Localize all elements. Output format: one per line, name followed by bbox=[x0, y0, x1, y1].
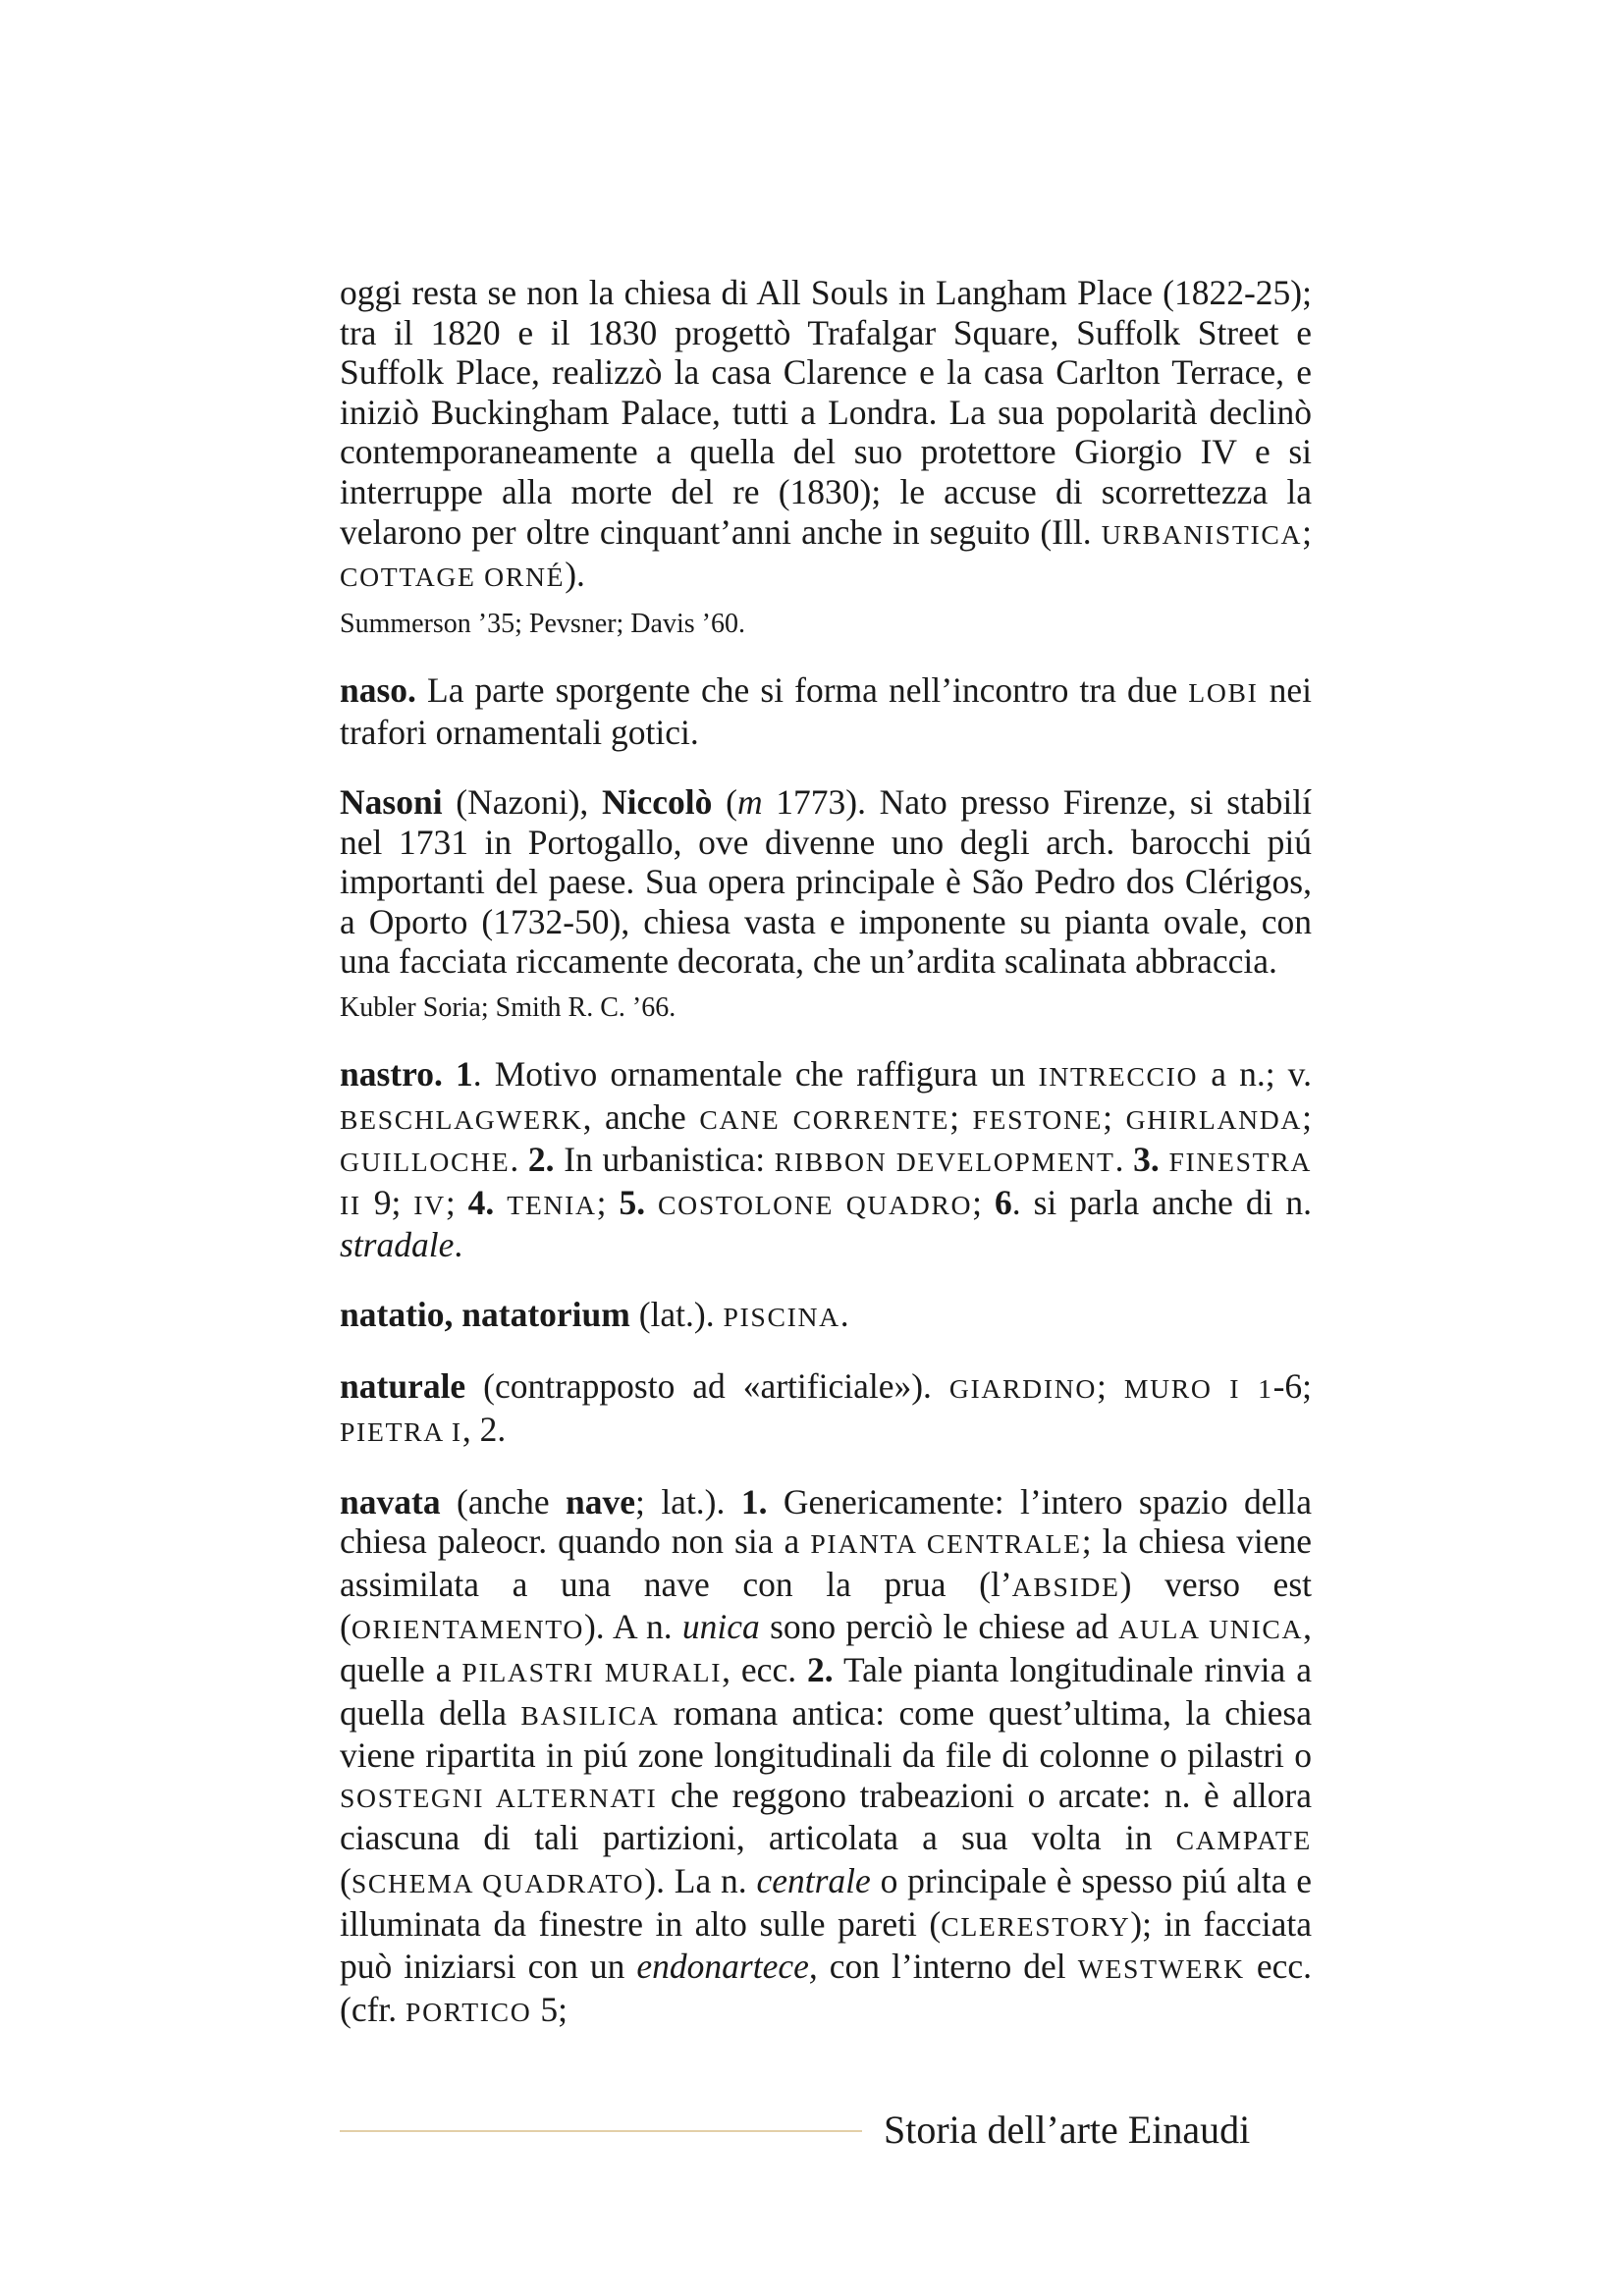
cross-reference: PISCINA bbox=[723, 1301, 840, 1332]
entry-headword: natatio, natatorium bbox=[340, 1294, 630, 1334]
entry-nastro: nastro. 1. Motivo ornamentale che raffigura un INTRECCIO a n.; v. BESCHLAGWERK, anche CANE CORRENTE; FESTONE; GHIRLANDA; GUILLOCHE. 2. In urbanistica: RIBBON DEVELOPMENT. 3. FINESTRA II 9; IV; 4. TENIA; 5. COSTOLONE QUADRO; 6. si parla anche di n. stradale. bbox=[340, 1053, 1313, 1265]
cross-reference: BASILICA bbox=[520, 1699, 660, 1731]
bibliography: Summerson ’35; Pevsner; Davis ’60. bbox=[340, 608, 745, 639]
entry-headword: naturale bbox=[340, 1366, 466, 1407]
entry-headword: Nasoni bbox=[340, 781, 443, 822]
cross-reference: PILASTRI MURALI bbox=[461, 1657, 723, 1688]
cross-reference: PIANTA CENTRALE bbox=[810, 1528, 1082, 1560]
text-column bbox=[340, 273, 1312, 2032]
cross-reference: GIARDINO bbox=[948, 1373, 1098, 1405]
cross-reference: AULA UNICA bbox=[1118, 1614, 1304, 1645]
footer-title: Storia dell’arte Einaudi bbox=[884, 2108, 1251, 2152]
entry-naturale: naturale (contrapposto ad «artificiale»). GIARDINO; MURO I 1-6; PIETRA I, 2. bbox=[340, 1366, 1313, 1450]
cross-reference: GUILLOCHE bbox=[340, 1147, 511, 1178]
cross-reference: BESCHLAGWERK bbox=[340, 1103, 583, 1135]
cross-reference: GHIRLANDA bbox=[1125, 1103, 1303, 1135]
cross-reference: TENIA bbox=[507, 1189, 597, 1220]
cross-reference: RIBBON DEVELOPMENT bbox=[774, 1147, 1115, 1178]
entry-headword: naso. bbox=[340, 669, 416, 710]
entry-nasoni: Nasoni (Nazoni), Niccolò (m 1773). Nato presso Firenze, si stabilí nel 1731 in Portogallo, ove divenne uno degli arch. barocchi piú importanti del paese. Sua opera principale è São Pedro dos Clérigos, a Oporto (1732-50), chiesa vasta e imponente su pianta ovale, con una facciata riccamente decorata, che un’ardita scalinata abbraccia. bbox=[340, 781, 1312, 982]
cross-reference: 1 bbox=[1258, 1373, 1273, 1405]
cross-reference: COTTAGE ORNÉ bbox=[340, 561, 566, 593]
cross-reference: IV bbox=[413, 1189, 446, 1220]
cross-reference: URBANISTICA bbox=[1101, 518, 1303, 550]
cross-reference: WESTWERK bbox=[1077, 1953, 1245, 1985]
cross-reference: ABSIDE bbox=[1011, 1571, 1120, 1602]
cross-reference: PIETRA I bbox=[340, 1416, 462, 1448]
cross-reference: CANE CORRENTE bbox=[699, 1103, 950, 1135]
entry-headword: Niccolò bbox=[602, 781, 713, 822]
cross-reference: SOSTEGNI ALTERNATI bbox=[340, 1782, 658, 1813]
cross-reference: COSTOLONE QUADRO bbox=[658, 1189, 973, 1220]
bibliography: Kubler Soria; Smith R. C. ’66. bbox=[340, 991, 676, 1023]
entry-naso: naso. La parte sporgente che si forma nell’incontro tra due LOBI nei trafori ornamentali gotici. bbox=[340, 669, 1312, 753]
cross-reference: SCHEMA QUADRATO bbox=[351, 1868, 645, 1898]
cross-reference: PORTICO bbox=[406, 1996, 532, 2027]
cross-reference: MURO I bbox=[1123, 1373, 1241, 1405]
cross-reference: FESTONE bbox=[972, 1103, 1104, 1135]
cross-reference: FINESTRA II bbox=[340, 1147, 1313, 1220]
entry-headword: navata bbox=[340, 1481, 441, 1522]
cross-reference: CLERESTORY bbox=[941, 1910, 1131, 1942]
entry-natatio: natatio, natatorium (lat.). PISCINA. bbox=[340, 1294, 849, 1334]
entry-headword: nastro. bbox=[340, 1053, 443, 1094]
footer-rule bbox=[340, 2130, 862, 2132]
entry-headword: nave bbox=[566, 1481, 636, 1522]
cross-reference: LOBI bbox=[1188, 676, 1259, 708]
entry-navata: navata (anche nave; lat.). 1. Genericamente: l’intero spazio della chiesa paleocr. quando non sia a PIANTA CENTRALE; la chiesa viene assimilata a una nave con la prua (l’ABSIDE) verso est (ORIENTAMENTO). A n. unica sono perciò le chiese ad AULA UNICA, quelle a PILASTRI MURALI, ecc. 2. Tale pianta longitudinale rinvia a quella della BASILICA romana antica: come quest’ultima, la chiesa viene ripartita in piú zone longitudinali da file di colonne o pilastri o SOSTEGNI ALTERNATI che reggono trabeazioni o arcate: n. è allora ciascuna di tali partizioni, articolata a sua volta in CAMPATE (SCHEMA QUADRATO). La n. centrale o principale è spesso piú alta e illuminata da finestre in alto sulle pareti (CLERESTORY); in facciata può iniziarsi con un endonartece, con l’interno del WESTWERK ecc. (cfr. PORTICO 5; bbox=[340, 1481, 1313, 2029]
cross-reference: ORIENTAMENTO bbox=[351, 1614, 584, 1645]
entry-continuation: oggi resta se non la chiesa di All Souls in Langham Place (1822-25); tra il 1820 e il 1830 progettò Trafalgar Square, Suffolk Street e Suffolk Place, realizzò la casa Clarence e la casa Carlton Terrace, e iniziò Buckingham Palace, tutti a Londra. La sua popolarità declinò contemporaneamente a quella del suo protettore Giorgio IV e si interruppe alla morte del re (1830); le accuse di scorrettezza la velarono per oltre cinquant’anni anche in seguito (Ill. URBANISTICA; COTTAGE ORNÉ). bbox=[340, 273, 1312, 595]
cross-reference: CAMPATE bbox=[1175, 1825, 1312, 1856]
cross-reference: INTRECCIO bbox=[1038, 1060, 1199, 1092]
